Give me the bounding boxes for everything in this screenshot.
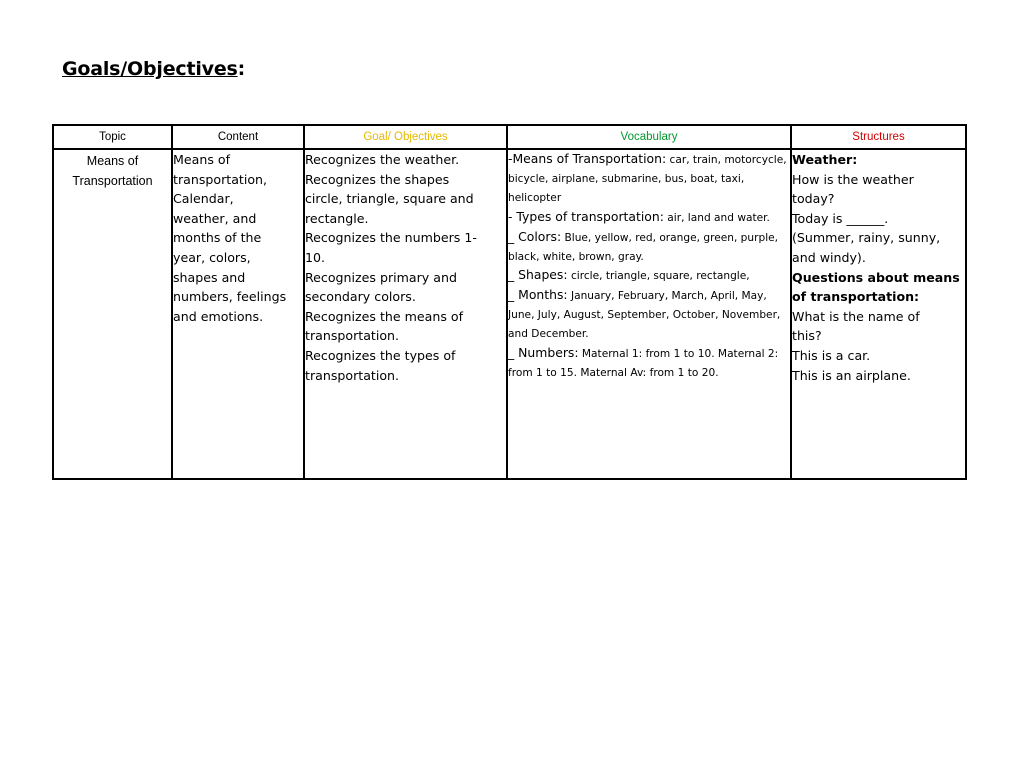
goal-line: Recognizes the means of [305, 308, 464, 324]
structures-weather-heading: Weather: [792, 152, 858, 167]
vocab-label: -Means of Transportation: [508, 151, 667, 166]
header-topic: Topic [53, 125, 172, 149]
goal-line: circle, triangle, square and [305, 191, 474, 207]
goal-line: rectangle. [305, 210, 369, 226]
structures-line: This is an airplane. [792, 367, 911, 383]
vocab-text: Maternal 1: from 1 to 10. Maternal 2: from 1 to 15. Maternal Av: from 1 to 20. [508, 348, 779, 379]
content-line: weather, and [173, 210, 257, 226]
vocab-label: _ Months: [508, 287, 568, 303]
cell-vocabulary [507, 149, 791, 479]
structures-line: (Summer, rainy, sunny, [792, 230, 941, 246]
vocab-label: _ Colors: [508, 228, 562, 244]
content-line: Calendar, [173, 191, 234, 207]
header-goal-objectives: Goal/ Objectives [304, 125, 507, 149]
cell-structures [791, 149, 966, 479]
vocab-item [508, 286, 790, 344]
goal-line: Recognizes the numbers 1- [305, 230, 477, 246]
structures-questions-heading: Questions about means [792, 269, 960, 285]
page-title-colon: : [237, 58, 246, 80]
vocab-text: car, train, motorcycle, bicycle, airplane, submarine, bus, boat, taxi, helicopter [508, 154, 787, 204]
topic-text [54, 150, 171, 191]
vocab-item [508, 344, 790, 383]
goal-line: Recognizes the weather. [305, 152, 460, 167]
structures-questions-heading: of transportation: [792, 289, 920, 305]
vocab-label: _ Shapes: [508, 267, 568, 283]
structures-line: this? [792, 328, 822, 344]
cell-goal-objectives [304, 149, 507, 479]
content-line: year, colors, [173, 249, 251, 265]
vocab-label: _ Numbers: [508, 345, 579, 361]
topic-line: Means of [86, 154, 139, 168]
content-line: and emotions. [173, 308, 264, 324]
structures-line: How is the weather [792, 171, 914, 187]
vocab-item [508, 266, 790, 286]
page-title-text: Goals/Objectives [62, 58, 238, 80]
content-line: numbers, feelings [173, 289, 287, 305]
cell-content [172, 149, 304, 479]
content-line: months of the [173, 230, 262, 246]
goal-line: secondary colors. [305, 289, 416, 305]
vocab-item [508, 228, 790, 267]
goal-line: transportation. [305, 367, 400, 383]
vocab-text: air, land and water. [663, 211, 770, 224]
structures-line: Today is ______. [792, 210, 889, 226]
header-content: Content [172, 125, 304, 149]
vocab-text: January, February, March, April, May, June, July, August, September, October, November, and December. [508, 290, 781, 341]
content-line: shapes and [173, 269, 246, 285]
header-structures: Structures [791, 125, 966, 149]
vocab-item [508, 208, 790, 228]
content-line: Means of [173, 152, 231, 167]
page-title [62, 58, 245, 80]
goal-line: Recognizes the types of [305, 347, 456, 363]
structures-line: today? [792, 191, 835, 207]
goal-line: Recognizes the shapes [305, 171, 450, 187]
structures-line: This is a car. [792, 347, 871, 363]
content-line: transportation, [173, 171, 268, 187]
goal-line: transportation. [305, 328, 400, 344]
vocab-label: - Types of transportation: [508, 208, 664, 224]
table-row [53, 149, 966, 479]
cell-topic [53, 149, 172, 479]
structures-line: What is the name of [792, 308, 920, 324]
header-row [53, 125, 966, 149]
header-vocabulary: Vocabulary [507, 125, 791, 149]
vocab-item [508, 150, 790, 208]
structures-line: and windy). [792, 249, 866, 265]
vocab-text: Blue, yellow, red, orange, green, purple, black, white, brown, gray. [508, 231, 779, 263]
topic-line: Transportation [72, 174, 153, 188]
goals-table [52, 124, 967, 480]
goal-line: 10. [305, 249, 326, 265]
vocab-text: circle, triangle, square, rectangle, [567, 270, 750, 283]
goal-line: Recognizes primary and [305, 269, 457, 285]
